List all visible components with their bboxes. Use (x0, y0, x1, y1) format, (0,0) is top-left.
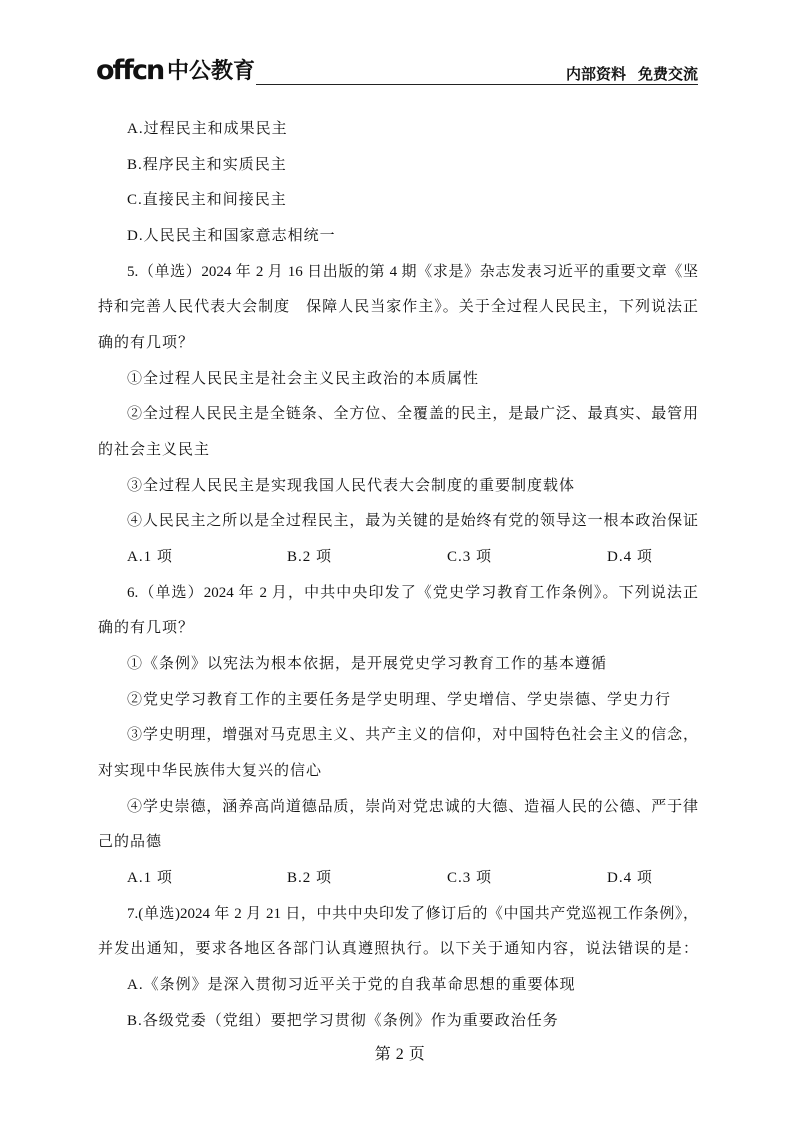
question-5-stem-line: 5.（单选）2024 年 2 月 16 日出版的第 4 期《求是》杂志发表习近平的重要文章《坚 (127, 263, 698, 280)
question-7-stem-line: 并发出通知，要求各地区各部门认真遵照执行。以下关于通知内容，说法错误的是： (98, 941, 698, 958)
question-6-stem-line: 6.（单选）2024 年 2 月，中共中央印发了《党史学习教育工作条例》。下列说法正 (127, 584, 698, 601)
statement-line: 的社会主义民主 (98, 442, 211, 459)
header-tagline (566, 65, 698, 83)
statement-line: ④人民民主之所以是全过程民主，最为关键的是始终有党的领导这一根本政治保证 (127, 513, 698, 530)
question-5-stem-line: 确的有几项？ (98, 335, 195, 352)
statement-line: ①《条例》以宪法为根本依据，是开展党史学习教育工作的基本遵循 (127, 656, 608, 673)
header-rule (256, 84, 698, 85)
answer-option: C.3 项 (447, 870, 493, 887)
options-row (98, 540, 698, 576)
statement-line: ②党史学习教育工作的主要任务是学史明理、学史增信、学史崇德、学史力行 (127, 691, 672, 708)
question-5-stem-line: 持和完善人民代表大会制度 保障人民当家作主》。关于全过程人民民主，下列说法正 (98, 299, 698, 316)
answer-option: D.4 项 (607, 549, 653, 566)
answer-option: B.2 项 (287, 870, 333, 887)
answer-option: B.各级党委（党组）要把学习贯彻《条例》作为重要政治任务 (127, 1012, 559, 1029)
statement-line: ③全过程人民民主是实现我国人民代表大会制度的重要制度载体 (127, 477, 576, 494)
answer-option: A.过程民主和成果民主 (127, 121, 288, 137)
answer-option: A.1 项 (127, 549, 173, 566)
answer-option: B.2 项 (287, 549, 333, 566)
answer-option: D.人民民主和国家意志相统一 (127, 228, 336, 245)
statement-line: 对实现中华民族伟大复兴的信心 (98, 763, 323, 780)
statement-line: 己的品德 (98, 834, 163, 851)
answer-option: B.程序民主和实质民主 (127, 156, 287, 173)
options-row (98, 861, 698, 897)
tagline-internal: 内部资料 (565, 65, 626, 83)
answer-option: C.直接民主和间接民主 (127, 192, 287, 209)
statement-line: ②全过程人民民主是全链条、全方位、全覆盖的民主，是最广泛、最真实、最管用 (127, 406, 698, 423)
question-7-stem-line: 7.(单选)2024 年 2 月 21 日，中共中央印发了修订后的《中国共产党巡视工作条例》， (127, 905, 698, 922)
page-body (98, 112, 698, 1039)
answer-option: A.《条例》是深入贯彻习近平关于党的自我革命思想的重要体现 (127, 977, 576, 994)
statement-line: ③学史明理，增强对马克思主义、共产主义的信仰，对中国特色社会主义的信念， (127, 727, 698, 744)
answer-option: A.1 项 (127, 870, 173, 887)
answer-option: C.3 项 (447, 549, 493, 566)
tagline-free-exchange: 免费交流 (637, 65, 698, 83)
question-6-stem-line: 确的有几项？ (98, 620, 195, 637)
logo-wordmark: offcn (96, 55, 164, 86)
answer-option: D.4 项 (607, 870, 653, 887)
statement-line: ④学史崇德，涵养高尚道德品质，崇尚对党忠诚的大德、造福人民的公德、严于律 (127, 798, 698, 815)
statement-line: ①全过程人民民主是社会主义民主政治的本质属性 (127, 370, 480, 387)
logo-cjk-name: 中公教育 (167, 59, 256, 84)
page-number: 第 2 页 (374, 1046, 426, 1063)
